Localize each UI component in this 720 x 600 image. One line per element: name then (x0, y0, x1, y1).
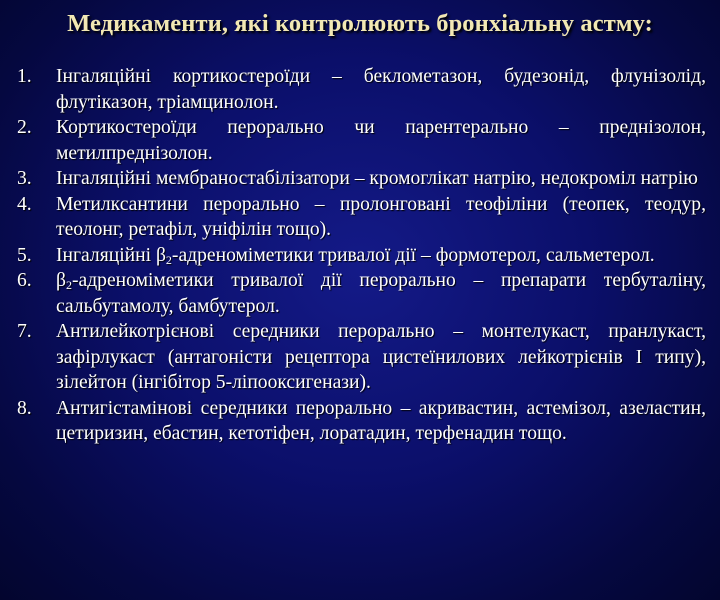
medication-list (0, 64, 720, 447)
item-number: 7. (17, 321, 32, 342)
item-text-post: -адреноміметики тривалої дії перорально – препарати тербуталіну, сальбутамолу, бамбутерол. (56, 270, 706, 317)
item-text: Інгаляційні кортикостероїди – беклометазон, будезонід, флунізолід, флутіказон, тріамцинолон. (56, 66, 706, 113)
item-text (56, 243, 706, 269)
list-item-5 (0, 243, 720, 269)
item-number: 4. (17, 193, 32, 215)
item-number: 6. (17, 270, 32, 291)
item-number: 5. (17, 244, 32, 266)
item-text-pre: β (56, 270, 66, 291)
list-item-1 (0, 64, 720, 115)
list-item-7 (0, 319, 720, 396)
list-item-3 (0, 166, 720, 192)
list-item-4 (0, 192, 720, 243)
item-text-post: -адреноміметики тривалої дії – формотерол, сальметерол. (171, 244, 655, 266)
list-item-6 (0, 268, 720, 319)
slide-title: Медикаменти, які контролюють бронхіальну астму: (67, 10, 653, 37)
item-text (56, 268, 706, 319)
item-number: 3. (17, 168, 32, 189)
item-text: Метилксантини перорально – пролонговані теофіліни (теопек, теодур, теолонг, ретафіл, уніфілін тощо). (56, 193, 706, 240)
item-text: Антигістамінові середники перорально – акривастин, астемізол, азеластин, цетиризин, ебастин, кетотіфен, лоратадин, терфенадин тощо. (56, 397, 706, 444)
item-text: Інгаляційні мембраностабілізатори – кромоглікат натрію, недокроміл натрію (56, 168, 698, 189)
beta-subscript: 2 (65, 278, 72, 292)
list-item-8 (0, 396, 720, 447)
list-item-2 (0, 115, 720, 166)
beta-subscript: 2 (165, 252, 172, 267)
item-number: 2. (17, 117, 32, 138)
item-text-pre: Інгаляційні β (56, 244, 166, 266)
item-text: Антилейкотрієнові середники перорально – монтелукаст, пранлукаст, зафірлукаст (антагоністи рецептора цистеїнилових лейкотрієнів І типу), зілейтон (інгібітор 5-ліпооксигенази). (56, 321, 706, 393)
item-number: 1. (17, 66, 32, 87)
item-text: Кортикостероїди перорально чи парентерально – преднізолон, метилпреднізолон. (56, 117, 706, 164)
item-number: 8. (17, 397, 32, 419)
